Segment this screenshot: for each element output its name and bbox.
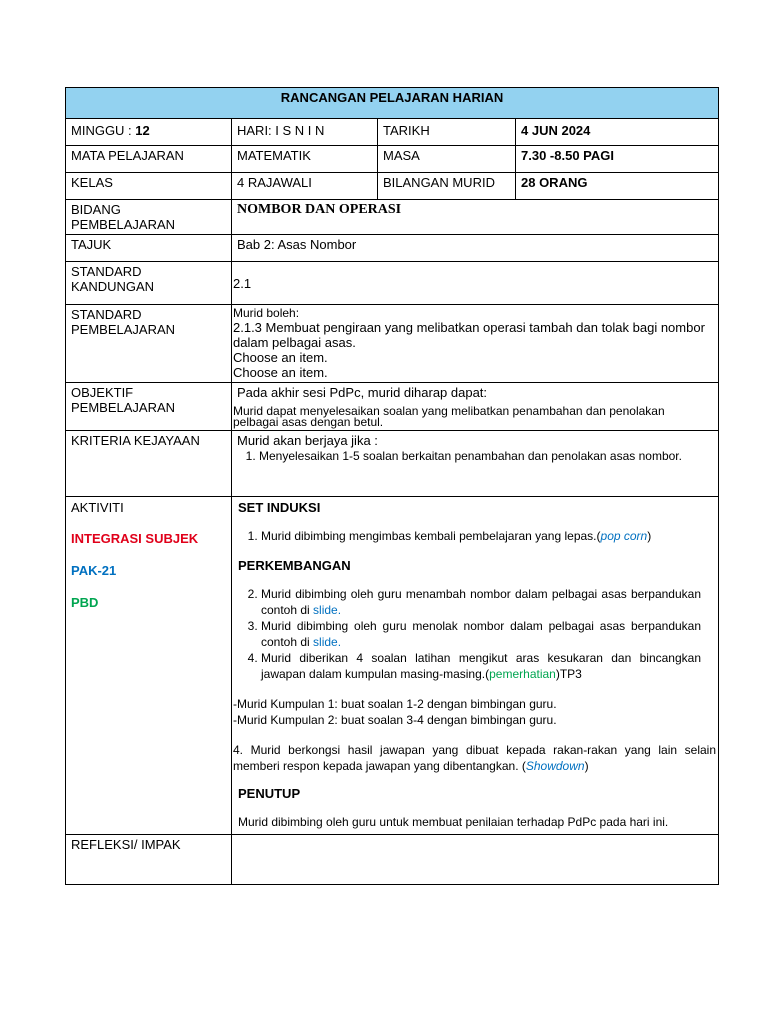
- kumpulan-1: -Murid Kumpulan 1: buat soalan 1-2 dengan bimbingan guru.: [233, 697, 557, 711]
- obj-value: [232, 383, 719, 431]
- sp-row: [66, 305, 719, 383]
- masa-value: 7.30 -8.50 PAGI: [516, 146, 719, 173]
- activity-item-1: [261, 528, 717, 544]
- bidang-label: BIDANG PEMBELAJARAN: [66, 200, 232, 235]
- tarikh-value: 4 JUN 2024: [516, 119, 719, 146]
- bilangan-label: BILANGAN MURID: [378, 173, 516, 200]
- mata-label: MATA PELAJARAN: [66, 146, 232, 173]
- lesson-plan-document: [65, 87, 718, 885]
- title-row: [66, 88, 719, 119]
- aktiviti-label-cell: [66, 497, 232, 835]
- item4-link[interactable]: pemerhatian: [489, 667, 556, 681]
- mata-row: [66, 146, 719, 173]
- obj-intro: Pada akhir sesi PdPc, murid diharap dapat:: [237, 385, 488, 400]
- item1-link[interactable]: pop corn: [600, 529, 648, 543]
- sp-label: STANDARD PEMBELAJARAN: [66, 305, 232, 383]
- masa-label: MASA: [378, 146, 516, 173]
- kriteria-list: [237, 448, 713, 464]
- activity-item-5: [233, 742, 717, 774]
- sp-value: [232, 305, 719, 383]
- minggu-cell: [66, 119, 232, 146]
- item1-end: ): [647, 529, 652, 543]
- kelas-value: 4 RAJAWALI: [232, 173, 378, 200]
- bidang-value: NOMBOR DAN OPERASI: [232, 200, 719, 235]
- item4-end: )TP3: [555, 667, 582, 681]
- bilangan-value: 28 ORANG: [516, 173, 719, 200]
- sk-value-text: 2.1: [233, 275, 252, 291]
- kumpulan-2: -Murid Kumpulan 2: buat soalan 3-4 dengan bimbingan guru.: [233, 713, 557, 727]
- kriteria-row: [66, 431, 719, 497]
- perkembangan-heading: PERKEMBANGAN: [238, 558, 351, 573]
- activity-item-4: [261, 650, 701, 682]
- item3-text: Murid dibimbing oleh guru menolak nombor dalam pelbagai asas berpandukan contoh di: [261, 619, 702, 649]
- item2-text: Murid dibimbing oleh guru menambah nombor dalam pelbagai asas berpandukan contoh di: [261, 587, 702, 617]
- mata-value: MATEMATIK: [232, 146, 378, 173]
- kelas-label: KELAS: [66, 173, 232, 200]
- sp-line1: 2.1.3 Membuat pengiraan yang melibatkan operasi tambah dan tolak bagi nombor dalam pelbagai asas.: [233, 320, 705, 350]
- refleksi-row: [66, 835, 719, 885]
- kelas-row: [66, 173, 719, 200]
- kriteria-value: [232, 431, 719, 497]
- aktiviti-row: [66, 497, 719, 835]
- tajuk-label: TAJUK: [66, 235, 232, 262]
- refleksi-label: REFLEKSI/ IMPAK: [66, 835, 232, 885]
- activity-item-3: [261, 618, 701, 650]
- sp-intro: Murid boleh:: [233, 306, 300, 320]
- minggu-row: [66, 119, 719, 146]
- set-induksi-list: [233, 528, 717, 544]
- sk-row: [66, 262, 719, 305]
- item5-text: 4. Murid berkongsi hasil jawapan yang dibuat kepada rakan-rakan yang lain selain memberi respon kepada jawapan yang dibentangkan. (: [233, 743, 717, 773]
- item4-text: Murid diberikan 4 soalan latihan mengikut aras kesukaran dan bincangkan jawapan dalam kumpulan masing-masing.(: [261, 651, 702, 681]
- pak21-label: PAK-21: [71, 563, 117, 578]
- kriteria-intro: Murid akan berjaya jika :: [237, 433, 378, 448]
- item2-link[interactable]: slide.: [313, 603, 342, 617]
- refleksi-value[interactable]: [232, 835, 719, 885]
- minggu-value: 12: [135, 123, 150, 138]
- aktiviti-content: [232, 497, 719, 835]
- sk-value: [232, 262, 719, 305]
- sk-label: STANDARD KANDUNGAN: [66, 262, 232, 305]
- set-induksi-heading: SET INDUKSI: [238, 500, 321, 515]
- pbd-label: PBD: [71, 595, 99, 610]
- integrasi-subjek: INTEGRASI SUBJEK: [71, 531, 199, 546]
- penutup-heading: PENUTUP: [238, 786, 301, 801]
- perkembangan-list: [233, 586, 717, 682]
- sp-choose-2[interactable]: Choose an item.: [233, 365, 328, 380]
- obj-text: Murid dapat menyelesaikan soalan yang melibatkan penambahan dan penolakan pelbagai asas dengan betul.: [233, 404, 665, 429]
- item5-end: ): [584, 759, 589, 773]
- item5-link[interactable]: Showdown: [525, 759, 585, 773]
- penutup-text: Murid dibimbing oleh guru untuk membuat penilaian terhadap PdPc pada hari ini.: [238, 815, 669, 829]
- kriteria-item: 1. Menyelesaikan 1-5 soalan berkaitan penambahan dan penolakan asas nombor.: [259, 448, 713, 464]
- sp-choose-1[interactable]: Choose an item.: [233, 350, 328, 365]
- tarikh-label: TARIKH: [378, 119, 516, 146]
- tajuk-row: [66, 235, 719, 262]
- tajuk-value: Bab 2: Asas Nombor: [232, 235, 719, 262]
- minggu-label: MINGGU :: [71, 123, 132, 138]
- hari-cell: HARI: I S N I N: [232, 119, 378, 146]
- objektif-row: [66, 383, 719, 431]
- document-title: RANCANGAN PELAJARAN HARIAN: [66, 88, 719, 119]
- item3-link[interactable]: slide.: [313, 635, 342, 649]
- item1-text: Murid dibimbing mengimbas kembali pembelajaran yang lepas.(: [261, 529, 601, 543]
- obj-label: OBJEKTIF PEMBELAJARAN: [66, 383, 232, 431]
- aktiviti-label: AKTIVITI: [71, 500, 124, 515]
- lesson-plan-table: [65, 87, 719, 885]
- kriteria-label: KRITERIA KEJAYAAN: [66, 431, 232, 497]
- bidang-row: [66, 200, 719, 235]
- activity-item-2: [261, 586, 701, 618]
